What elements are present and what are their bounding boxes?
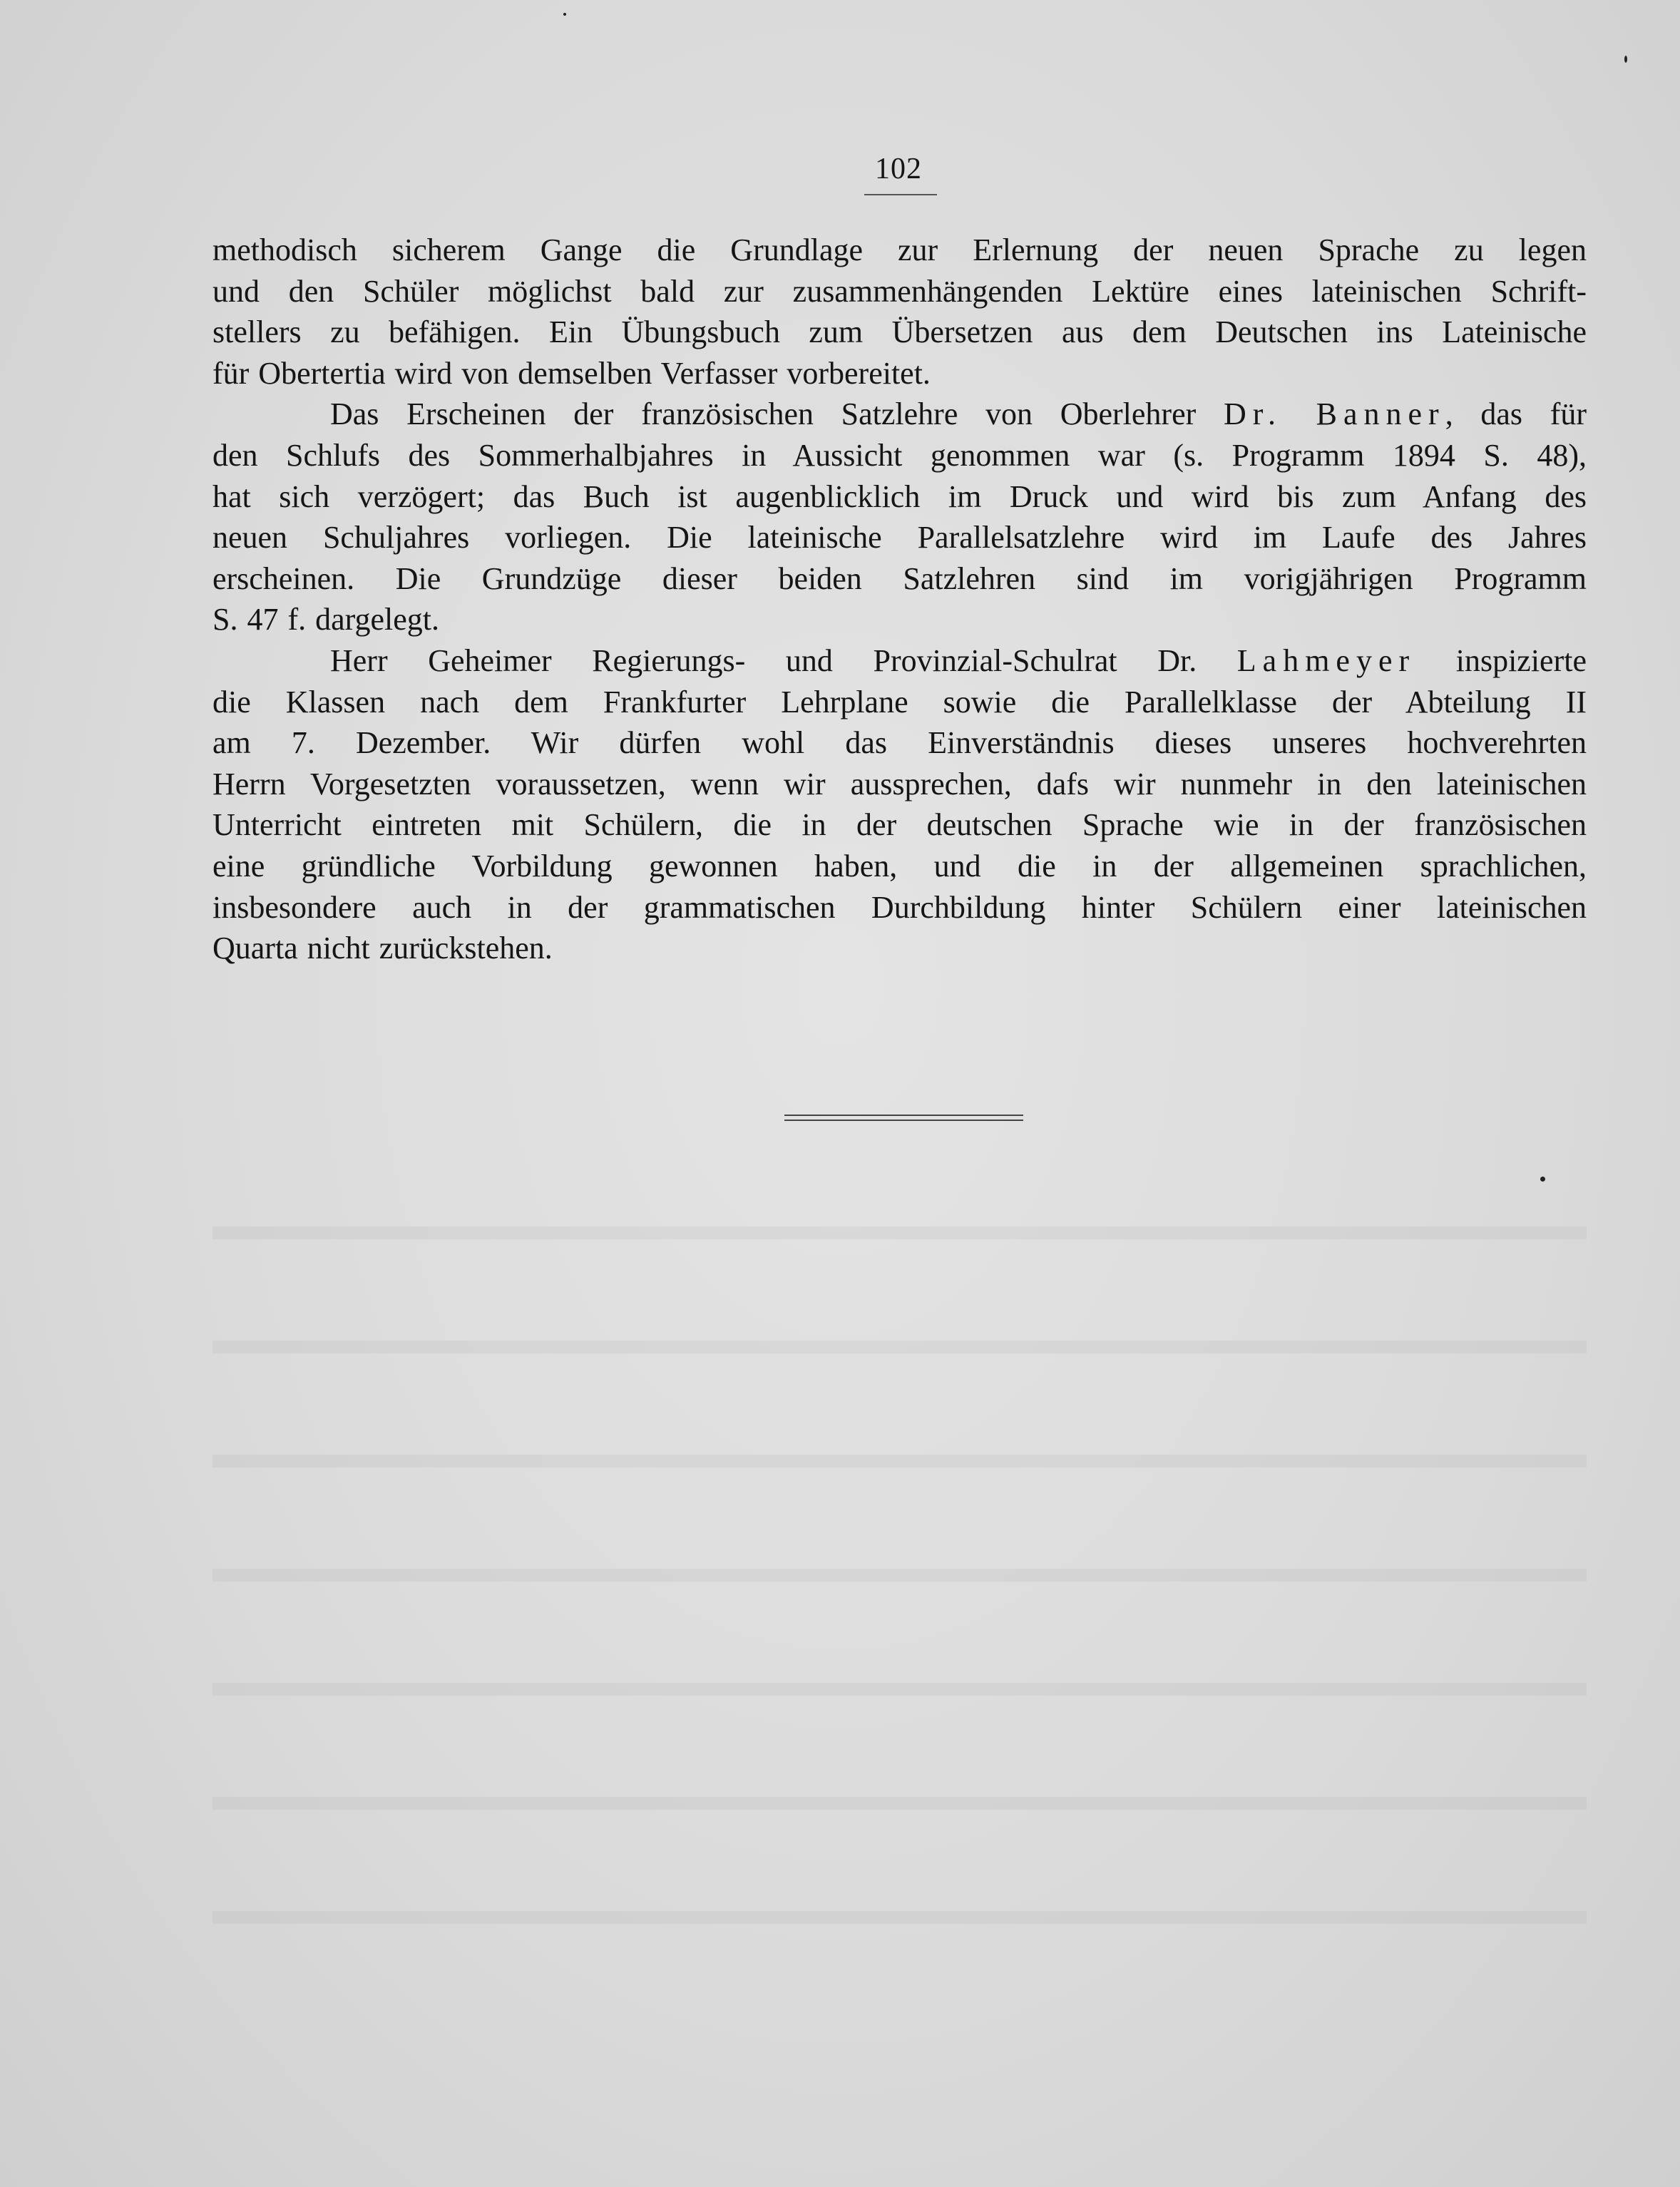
text-line [212, 394, 1587, 435]
paragraph-1 [212, 230, 1587, 394]
text-line: methodisch sicherem Gange die Grundlage zur Erlernung der neuen Sprache zu legen [212, 232, 1587, 267]
text-line: für Obertertia wird von demselben Verfasser vorbereitet. [212, 355, 931, 391]
text-line: hat sich verzögert; das Buch ist augenblicklich im Druck und wird bis zum Anfang des [212, 478, 1587, 514]
body-text [212, 230, 1587, 969]
text-line: den Schlufs des Sommerhalbjahres in Aussicht genommen war (s. Programm 1894 S. 48), [212, 437, 1587, 473]
text-line: neuen Schuljahres vorliegen. Die lateinische Parallelsatzlehre wird im Laufe des Jahres [212, 520, 1587, 555]
text-segment: Herr Geheimer Regierungs- und Provinzial-Schulrat Dr. [330, 642, 1237, 678]
bleed-through [212, 1455, 1587, 1468]
person-name: Lahmeyer [1236, 642, 1416, 678]
bleed-through [212, 1341, 1587, 1353]
text-segment: , das für [1445, 396, 1587, 432]
paper-speck [563, 13, 566, 16]
page-number-underline [864, 194, 937, 195]
text-line: insbesondere auch in der grammatischen Durchbildung hinter Schülern einer lateinischen [212, 889, 1587, 925]
bleed-through [212, 1569, 1587, 1582]
paragraph-2 [212, 394, 1587, 640]
text-line: die Klassen nach dem Frankfurter Lehrplane sowie die Parallelklasse der Abteilung II [212, 684, 1587, 719]
paragraph-3 [212, 640, 1587, 969]
text-line: Herrn Vorgesetzten voraussetzen, wenn wir aussprechen, dafs wir nunmehr in den lateinischen [212, 766, 1587, 801]
section-divider [784, 1115, 1023, 1121]
bleed-through [212, 1226, 1587, 1239]
paper-speck [1624, 56, 1627, 63]
text-line: stellers zu befähigen. Ein Übungsbuch zum Übersetzen aus dem Deutschen ins Lateinische [212, 314, 1587, 350]
paper-speck [1540, 1177, 1545, 1182]
text-line: Unterricht eintreten mit Schülern, die in der deutschen Sprache wie in der französischen [212, 807, 1587, 843]
text-segment: inspizierte [1415, 642, 1587, 678]
text-line: S. 47 f. dargelegt. [212, 602, 440, 637]
person-name: Dr. Banner [1223, 396, 1445, 432]
page-number: 102 [875, 153, 922, 185]
text-line: Quarta nicht zurückstehen. [212, 931, 553, 966]
bleed-through [212, 1911, 1587, 1924]
text-line: eine gründliche Vorbildung gewonnen haben, und die in der allgemeinen sprachlichen, [212, 848, 1587, 883]
text-segment: Das Erscheinen der französischen Satzlehre von Oberlehrer [330, 396, 1224, 432]
text-line: erscheinen. Die Grundzüge dieser beiden Satzlehren sind im vorigjährigen Programm [212, 560, 1587, 596]
text-line [212, 640, 1587, 682]
bleed-through [212, 1797, 1587, 1810]
text-line: und den Schüler möglichst bald zur zusammenhängenden Lektüre eines lateinischen Schrift- [212, 273, 1587, 309]
text-line: am 7. Dezember. Wir dürfen wohl das Einverständnis dieses unseres hochverehrten [212, 725, 1587, 761]
bleed-through [212, 1683, 1587, 1696]
